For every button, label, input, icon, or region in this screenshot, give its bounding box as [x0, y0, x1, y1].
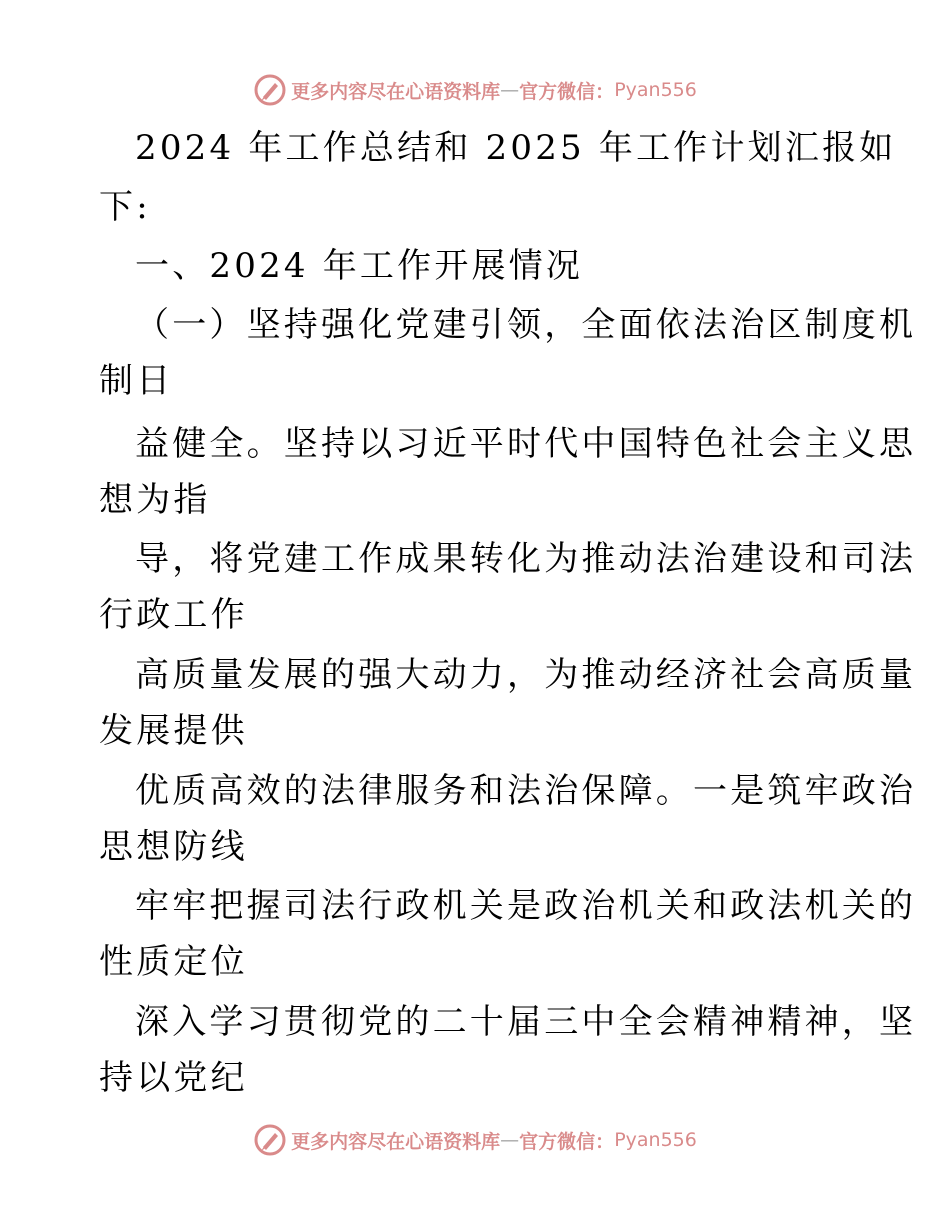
body-line: 2024 年工作总结和 2025 年工作计划汇报如 [135, 128, 897, 168]
body-line: 行政工作 [99, 595, 248, 635]
body-line: 发展提供 [99, 711, 248, 751]
pen-nib-logo-icon [253, 73, 287, 107]
watermark-contact-label: 官方微信： [519, 1130, 615, 1153]
footer-watermark [0, 1120, 950, 1160]
watermark-contact-id: Pyan556 [614, 79, 697, 101]
body-line: 优质高效的法律服务和法治保障。一是筑牢政治 [135, 771, 917, 811]
watermark-main-text: 更多内容尽在心语资料库 [291, 1130, 501, 1153]
watermark-contact-label: 官方微信： [519, 80, 615, 103]
pen-nib-logo-icon [253, 1123, 287, 1157]
body-line: 高质量发展的强大动力，为推动经济社会高质量 [135, 655, 917, 695]
body-line: 导，将党建工作成果转化为推动法治建设和司法 [135, 539, 917, 579]
header-watermark [0, 70, 950, 110]
body-line: 牢牢把握司法行政机关是政治机关和政法机关的 [135, 886, 917, 926]
body-line: 持以党纪 [99, 1058, 248, 1098]
body-line: 制日 [99, 361, 174, 401]
body-line: 性质定位 [99, 942, 248, 982]
body-line: 想为指 [99, 480, 211, 520]
section-heading: 一、2024 年工作开展情况 [135, 246, 584, 286]
watermark-contact-id: Pyan556 [614, 1129, 697, 1151]
watermark-separator: — [500, 1129, 520, 1151]
body-line: 思想防线 [99, 827, 248, 867]
subsection-heading: （一）坚持强化党建引领，全面依法治区制度机 [135, 305, 917, 345]
watermark-separator: — [500, 79, 520, 101]
body-line: 益健全。坚持以习近平时代中国特色社会主义思 [135, 424, 917, 464]
watermark-main-text: 更多内容尽在心语资料库 [291, 80, 501, 103]
body-line: 下: [99, 187, 151, 227]
body-line: 深入学习贯彻党的二十届三中全会精神精神，坚 [135, 1002, 917, 1042]
